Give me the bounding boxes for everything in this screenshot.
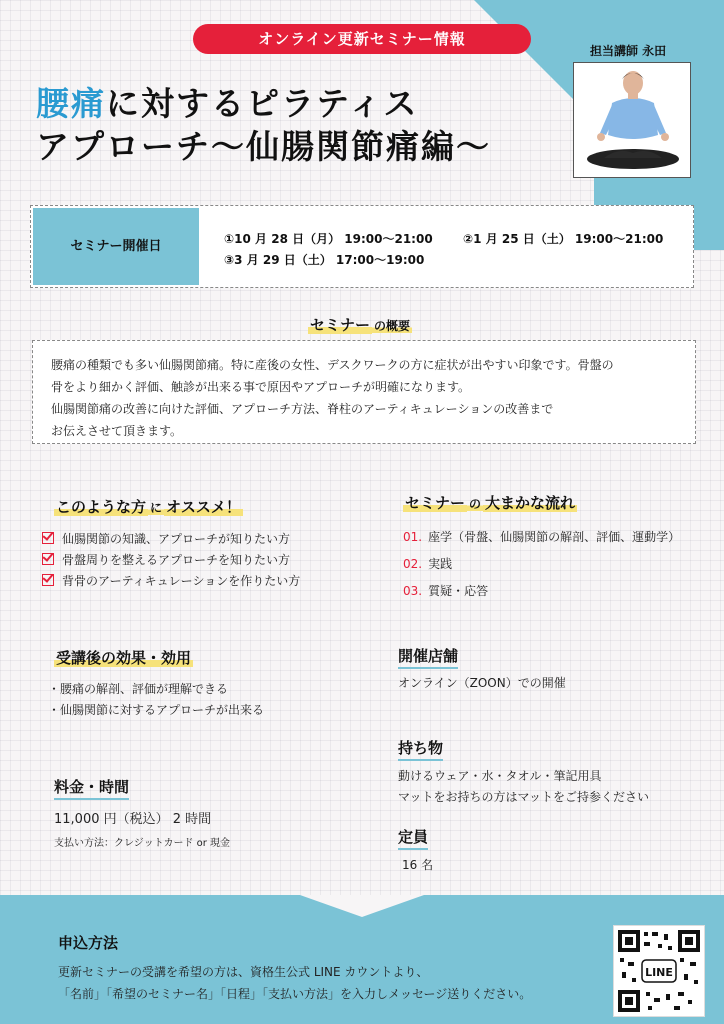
footer-notch [300, 895, 424, 917]
line-qr-code[interactable] [613, 925, 705, 1017]
venue-title-text: 開催店舗 [398, 647, 458, 669]
venue-title [398, 645, 458, 666]
recommend-item-text: 仙腸関節の知識、アプローチが知りたい方 [62, 532, 291, 546]
seminar-date-3: ③3 月 29 日（土） 17:00〜19:00 [224, 253, 425, 267]
effects-title-text: 受講後の効果・効用 [56, 649, 192, 667]
apply-title: 申込方法 [58, 934, 119, 952]
belongings-line-1: 動けるウェア・水・タオル・筆記用具 [398, 769, 602, 783]
flow-item-number: 03. [403, 584, 423, 598]
apply-line-2: 「名前」「希望のセミナー名」「日程」「支払い方法」を入力しメッセージ送りください。 [58, 987, 532, 1001]
page-title-line2: アプローチ〜仙腸関節痛編〜 [36, 127, 491, 166]
recommend-title-b: に [150, 501, 163, 515]
capacity-value: 16 名 [402, 858, 434, 872]
overview-line-3: 仙腸関節痛の改善に向けた評価、アプローチ方法、脊柱のアーティキュレーションの改善まで [51, 402, 554, 416]
effects-item-1: ・腰痛の解剖、評価が理解できる [48, 682, 229, 696]
instructor-photo [573, 62, 691, 178]
qr-code-icon [614, 926, 704, 1016]
flow-item [403, 555, 452, 572]
overview-title [308, 314, 412, 335]
flow-title-c: 大まかな流れ [485, 494, 576, 512]
qr-line-label: LINE [645, 966, 673, 979]
overview-box [32, 340, 696, 444]
apply-line-1: 更新セミナーの受講を希望の方は、資格生公式 LINE カウントより、 [58, 965, 429, 979]
checkbox-icon [42, 532, 54, 544]
belongings-line-2: マットをお持ちの方はマットをご持参ください [398, 790, 650, 804]
effects-title [54, 647, 193, 668]
instructor-label: 担当講師 永田 [590, 44, 667, 58]
recommend-item-text: 背骨のアーティキュレーションを作りたい方 [62, 574, 301, 588]
overview-title-suffix: の概要 [374, 319, 411, 333]
seminar-date-2: ②1 月 25 日（土） 19:00〜21:00 [463, 232, 664, 246]
fee-title [54, 776, 129, 797]
recommend-item [42, 551, 290, 568]
capacity-title [398, 826, 428, 847]
overview-title-main: セミナー [310, 316, 371, 334]
overview-line-1: 腰痛の種類でも多い仙腸関節痛。特に産後の女性、デスクワークの方に症状が出やすい印象です。骨盤の [51, 358, 614, 372]
checkbox-icon [42, 553, 54, 565]
effects-item-2: ・仙腸関節に対するアプローチが出来る [48, 703, 265, 717]
capacity-title-text: 定員 [398, 828, 428, 850]
flow-item [403, 582, 488, 599]
title-rest: に対するピラティス [106, 84, 419, 123]
checkbox-icon [42, 574, 54, 586]
recommend-item-text: 骨盤周りを整えるアプローチを知りたい方 [62, 553, 291, 567]
seminar-dates-box [30, 205, 694, 288]
seminar-date-1: ①10 月 28 日（月） 19:00〜21:00 [224, 232, 433, 246]
belongings-title-text: 持ち物 [398, 739, 443, 761]
flow-title-b: の [469, 497, 482, 511]
flow-title-a: セミナー [405, 494, 466, 512]
flow-title [403, 492, 577, 513]
header-badge: オンライン更新セミナー情報 [193, 24, 531, 54]
overview-line-4: お伝えさせて頂きます。 [51, 424, 183, 438]
title-accent: 腰痛 [36, 84, 106, 123]
fee-title-text: 料金・時間 [54, 778, 129, 800]
flow-item-number: 01. [403, 530, 423, 544]
fee-payment: 支払い方法：クレジットカード or 現金 [54, 838, 231, 849]
instructor-figure-icon [574, 63, 690, 177]
recommend-title-c: オススメ！ [166, 498, 241, 516]
flow-item-text: 質疑・応答 [428, 584, 489, 598]
flow-item [403, 528, 680, 545]
recommend-title [54, 496, 243, 517]
recommend-item [42, 572, 300, 589]
belongings-title [398, 737, 443, 758]
fee-price: 11,000 円（税込） 2 時間 [54, 812, 212, 827]
flow-item-number: 02. [403, 557, 423, 571]
seminar-dates-label: セミナー開催日 [33, 208, 199, 285]
flow-item-text: 座学（骨盤、仙腸関節の解剖、評価、運動学） [428, 530, 681, 544]
page-title-line1 [36, 78, 418, 125]
recommend-item [42, 530, 290, 547]
recommend-title-a: このような方 [56, 498, 147, 516]
flow-item-text: 実践 [428, 557, 453, 571]
venue-text: オンライン（ZOON）での開催 [398, 676, 566, 690]
overview-line-2: 骨をより細かく評価、触診が出来る事で原因やアプローチが明確になります。 [51, 380, 471, 394]
